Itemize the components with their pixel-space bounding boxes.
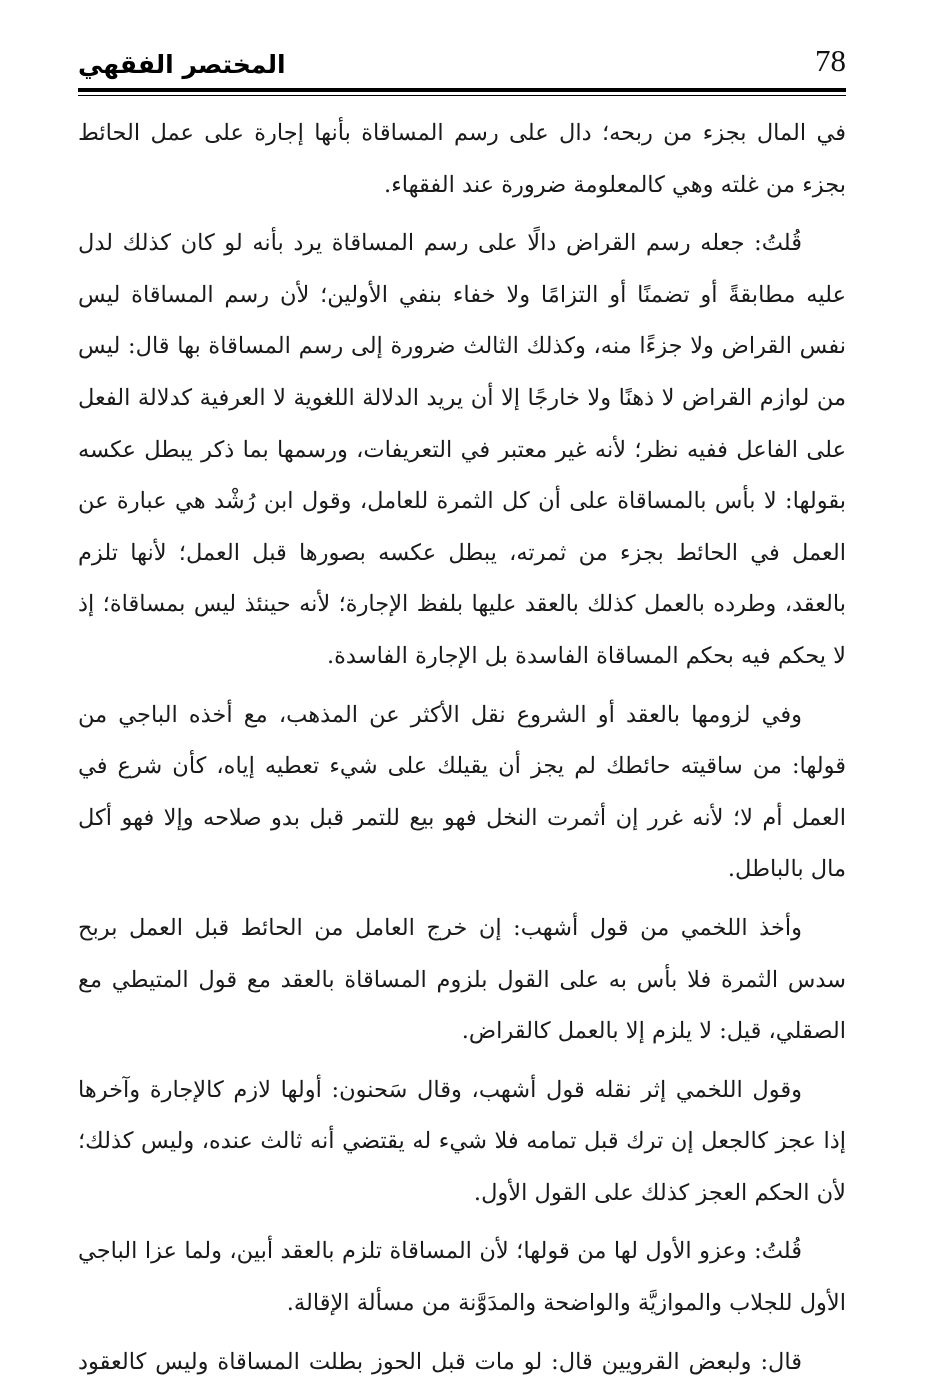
paragraph-4: وأخذ اللخمي من قول أشهب: إن خرج العامل من الحائط قبل العمل بربح سدس الثمرة فلا بأس به على القول بلزوم المساقاة بالعقد مع قول المتيطي مع الصقلي، قيل: لا يلزم إلا بالعمل كالقراض. [78, 914, 846, 1045]
paragraph-1: في المال بجزء من ربحه؛ دال على رسم المساقاة بأنها إجارة على عمل الحائط بجزء من غلته وهي كالمعلومة ضرورة عند الفقهاء. [78, 120, 846, 198]
header-rule-thick [78, 88, 846, 92]
paragraph-5: وقول اللخمي إثر نقله قول أشهب، وقال سَحنون: أولها لازم كالإجارة وآخرها إذا عجز كالجعل إن ترك قبل تمامه فلا شيء له يقتضي أنه ثالث عنده، وليس كذلك؛ لأن الحكم العجز كذلك على القول الأول. [78, 1076, 846, 1206]
paragraph-7: قال: ولبعض القرويين قال: لو مات قبل الحوز بطلت المساقاة وليس كالعقود [78, 1348, 802, 1375]
paragraph-2: قُلتُ: جعله رسم القراض دالًا على رسم المساقاة يرد بأنه لو كان كذلك لدل عليه مطابقةً أو تضمنًا أو التزامًا ولا خفاء بنفي الأولين؛ لأن رسم المساقاة ليس نفس القراض ولا جزءًا منه، وكذلك الثالث ضرورة إلى رسم المساقاة بها قال: ليس من لوازم القراض لا ذهنًا ولا خارجًا إلا أن يريد الدلالة اللغوية لا العرفية كدلالة الفعل على الفاعل ففيه نظر؛ لأنه غير معتبر في التعريفات، ورسمها بما ذكر يبطل عكسه بقولها: لا بأس بالمساقاة على أن كل الثمرة للعامل، وقول ابن رُشْد هي عبارة عن العمل في الحائط بجزء من ثمرته، يبطل عكسه بصورها قبل العمل؛ لأنها تلزم بالعقد، وطرده بالعمل كذلك بالعقد عليها بلفظ الإجارة؛ لأنه حينئذ ليس بمساقاة؛ إذ لا يحكم فيه بحكم المساقاة الفاسدة بل الإجارة الفاسدة. [78, 230, 846, 669]
page-body [78, 108, 846, 1395]
paragraph-3: وفي لزومها بالعقد أو الشروع نقل الأكثر عن المذهب، مع أخذه الباجي من قولها: من ساقيته حائطك لم يجز أن يقيلك على شيء تعطيه إياه، كأن شرع في العمل أم لا؛ لأنه غرر إن أثمرت النخل فهو بيع للتمر قبل بدو صلاحه وإلا فهو أكل مال بالباطل. [78, 701, 846, 883]
header-rule-thin [78, 95, 846, 96]
page-header [78, 36, 846, 90]
page-number: 78 [815, 43, 846, 78]
paragraph-6: قُلتُ: وعزو الأول لها من قولها؛ لأن المساقاة تلزم بالعقد أبين، ولما عزا الباجي الأول للجلاب والموازيَّة والواضحة والمدَوَّنة من مسألة الإقالة. [78, 1238, 846, 1317]
running-title: المختصر الفقهي [78, 50, 286, 79]
